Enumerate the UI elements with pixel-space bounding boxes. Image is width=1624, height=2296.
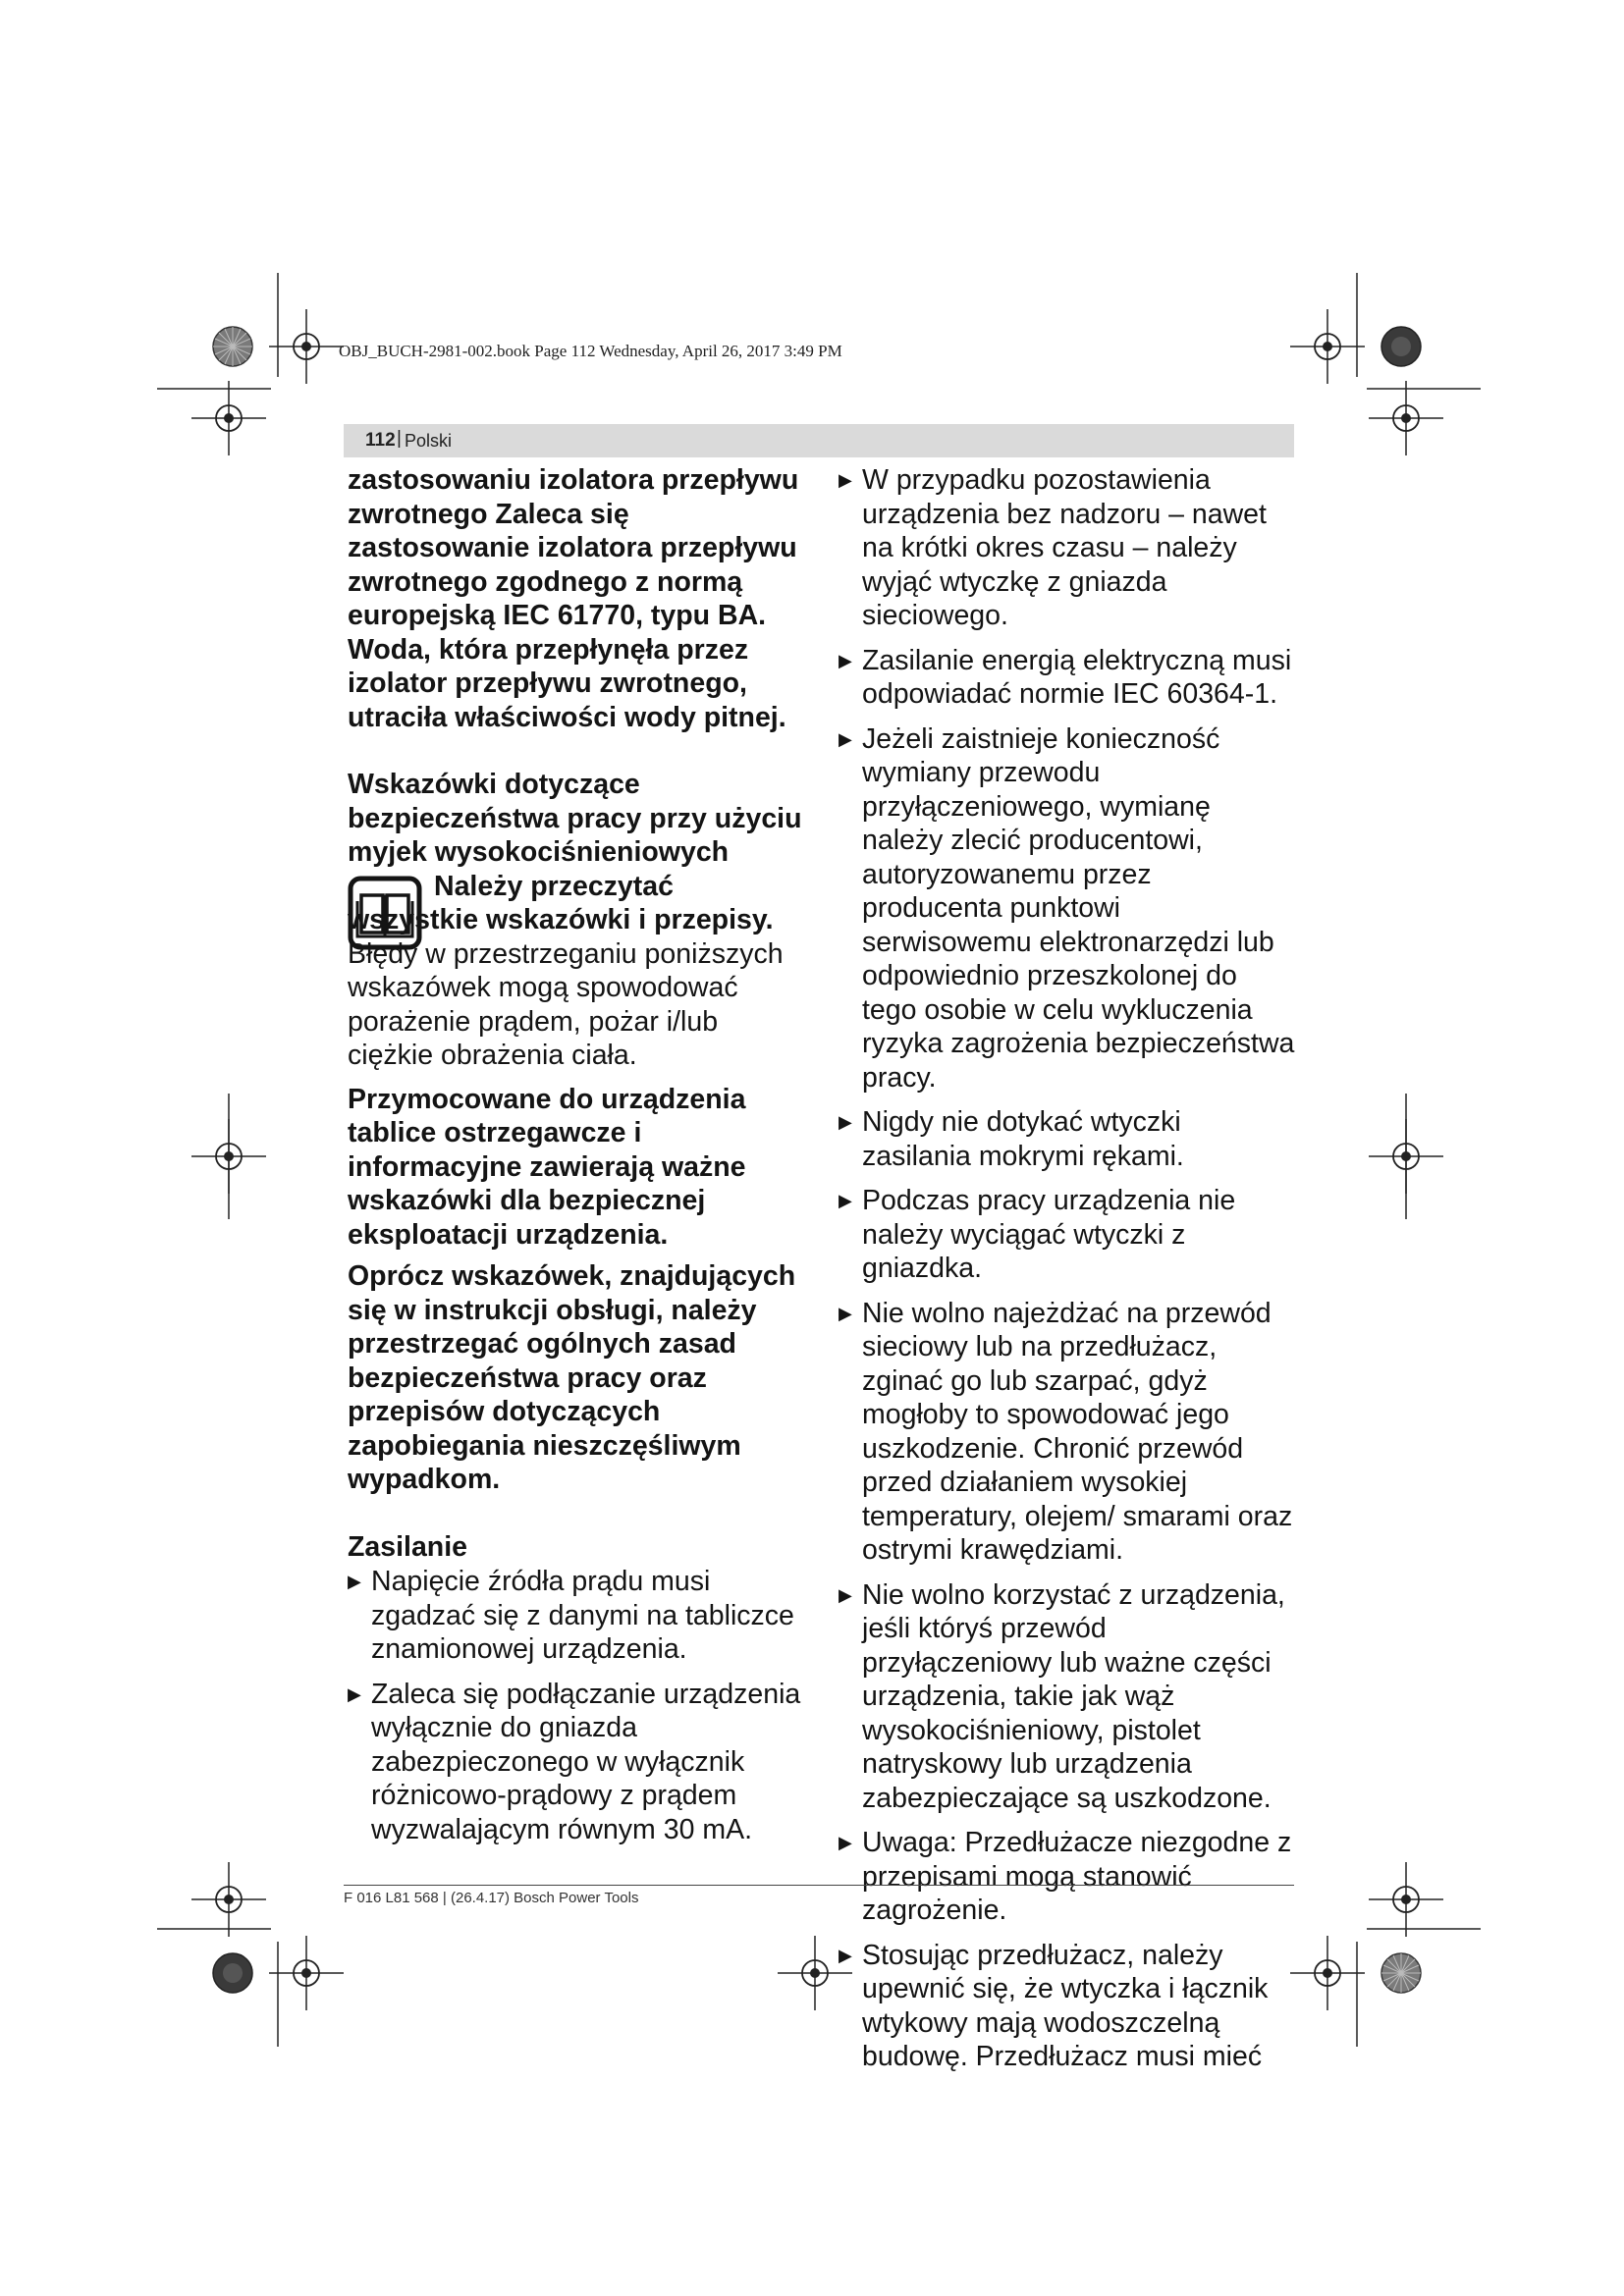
list-item: ▶ Nie wolno najeżdżać na przewód sieciowy lub na przedłużacz, zginać go lub szarpać, gdyż mogłoby to spowodować jego uszkodzenie. Chronić przewód przed działaniem wysokiej temperatury, olejem/ smarami oraz ostrymi krawędziami. [839, 1297, 1296, 1568]
list-item: ▶ Zaleca się podłączanie urządzenia wyłącznie do gniazda zabezpieczonego w wyłącznik różnicowo-prądowy z prądem wyzwalającym równym 30 mA. [348, 1678, 809, 1847]
read-instructions-notice [348, 870, 809, 1073]
registration-crosshair [269, 1936, 344, 2010]
registration-rosette [1381, 327, 1421, 366]
page-language: Polski [405, 431, 453, 451]
read-manual-icon [348, 876, 422, 950]
right-column [839, 463, 1296, 2085]
page-header-bar [344, 424, 1294, 457]
list-item: ▶ Stosując przedłużacz, należy upewnić się, że wtyczka i łącznik wtykowy mają wodoszczelną budowę. Przedłużacz musi mieć [839, 1939, 1296, 2074]
footer-rule [344, 1885, 1294, 1886]
registration-crosshair [191, 1862, 266, 1937]
intro-paragraph: zastosowaniu izolatora przepływu zwrotnego Zaleca się zastosowanie izolatora przepływu zwrotnego zgodnego z normą europejską IEC 61770, typu BA. Woda, która przepłynęła przez izolator przepływu zwrotnego, utraciła właściwości wody pitnej. [348, 464, 799, 733]
registration-crosshair [1290, 1936, 1365, 2010]
page-separator: | [397, 428, 402, 449]
footer-text: F 016 L81 568 | (26.4.17) Bosch Power Tools [344, 1890, 639, 1906]
registration-crosshair [1369, 1862, 1443, 1937]
power-supply-title: Zasilanie [348, 1530, 467, 1563]
registration-rosette [213, 327, 252, 366]
left-column [348, 463, 809, 1857]
list-item: ▶ Uwaga: Przedłużacze niezgodne z przepisami mogą stanowić zagrożenie. [839, 1826, 1296, 1928]
registration-crosshair [269, 309, 344, 384]
list-item: ▶ W przypadku pozostawienia urządzenia bez nadzoru – nawet na krótki okres czasu – należy wyjąć wtyczkę z gniazda sieciowego. [839, 463, 1296, 633]
file-header: OBJ_BUCH-2981-002.book Page 112 Wednesday, April 26, 2017 3:49 PM [339, 342, 842, 360]
list-item: ▶ Podczas pracy urządzenia nie należy wyciągać wtyczki z gniazdka. [839, 1184, 1296, 1286]
list-item: ▶ Zasilanie energią elektryczną musi odpowiadać normie IEC 60364-1. [839, 644, 1296, 712]
notice-lead: Należy przeczytać wszystkie wskazówki i przepisy. [348, 870, 774, 935]
page-number: 112 [365, 430, 396, 451]
notice-text: Błędy w przestrzeganiu poniższych wskazówek mogą spowodować porażenie prądem, pożar i/lub ciężkie obrażenia ciała. [348, 937, 784, 1071]
registration-crosshair [1290, 309, 1365, 384]
list-item: ▶ Napięcie źródła prądu musi zgadzać się z danymi na tabliczce znamionowej urządzenia. [348, 1565, 809, 1667]
registration-rosette [1381, 1953, 1421, 1993]
registration-crosshair [191, 381, 266, 455]
list-item: ▶ Nie wolno korzystać z urządzenia, jeśli któryś przewód przyłączeniowy lub ważne części urządzenia, takie jak wąż wysokociśnieniowy, pistolet natryskowy lub urządzenia zabezpieczające są uszkodzone. [839, 1578, 1296, 1816]
general-rules-paragraph: Oprócz wskazówek, znajdujących się w instrukcji obsługi, należy przestrzegać ogólnych zasad bezpieczeństwa pracy oraz przepisów dotyczących zapobiegania nieszczęśliwym wypadkom. [348, 1260, 796, 1495]
list-item: ▶ Nigdy nie dotykać wtyczki zasilania mokrymi rękami. [839, 1105, 1296, 1173]
list-item: ▶ Jeżeli zaistnieje konieczność wymiany przewodu przyłączeniowego, wymianę należy zlecić producentowi, autoryzowanemu przez producenta punktowi serwisowemu elektronarzędzi lub odpowiednio przeszkolonej do tego osobie w celu wykluczenia ryzyka zagrożenia bezpieczeństwa pracy. [839, 722, 1296, 1095]
safety-section-title: Wskazówki dotyczące bezpieczeństwa pracy przy użyciu myjek wysokociśnieniowych [348, 769, 802, 868]
registration-crosshair [1369, 381, 1443, 455]
registration-rosette [213, 1953, 252, 1993]
warning-labels-paragraph: Przymocowane do urządzenia tablice ostrzegawcze i informacyjne zawierają ważne wskazówki dla bezpiecznej eksploatacji urządzenia. [348, 1083, 746, 1251]
